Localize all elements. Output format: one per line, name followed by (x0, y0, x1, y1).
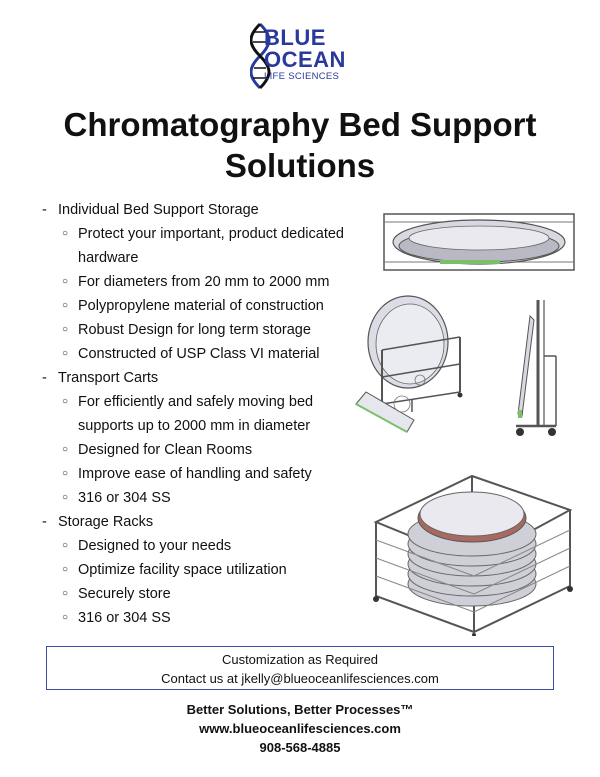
customization-text: Customization as Required (221, 652, 379, 667)
page-title (20, 104, 580, 186)
contact-box (46, 646, 554, 690)
title-line-2: Solutions (224, 147, 376, 184)
list-item: ○ For efficiently and safely moving bed supports up to 2000 mm in diameter (42, 390, 362, 438)
circle-bullet-icon: ○ (62, 468, 69, 479)
list-item: ○ 316 or 304 SS (42, 486, 362, 510)
phone-number: 908-568-4885 (259, 740, 341, 755)
section-label: Storage Racks (58, 514, 154, 530)
list-item: ○ Constructed of USP Class VI material (42, 342, 362, 366)
logo-line-ocean: OCEAN (264, 47, 346, 72)
section-bed-support-storage (42, 198, 362, 222)
section-transport-carts (42, 366, 362, 390)
footer (0, 700, 600, 757)
circle-bullet-icon: ○ (62, 276, 69, 287)
circle-bullet-icon: ○ (62, 324, 69, 335)
logo-line-blue: BLUE (264, 25, 326, 50)
list-item: ○ Improve ease of handling and safety (42, 462, 362, 486)
bed-support-storage-illustration (380, 208, 580, 276)
logo-line-life-sciences: LIFE SCIENCES (264, 71, 340, 82)
list-item: ○ Securely store (42, 582, 362, 606)
circle-bullet-icon: ○ (62, 588, 69, 599)
circle-bullet-icon: ○ (62, 348, 69, 359)
circle-bullet-icon: ○ (62, 540, 69, 551)
website-link[interactable]: www.blueoceanlifesciences.com (199, 721, 401, 736)
list-item: ○ 316 or 304 SS (42, 606, 362, 630)
list-item: ○ For diameters from 20 mm to 2000 mm (42, 270, 362, 294)
transport-cart-side-illustration (508, 296, 564, 442)
title-line-1: Chromatography Bed Support (63, 106, 537, 143)
section-label: Individual Bed Support Storage (58, 202, 259, 218)
feature-list (42, 198, 362, 630)
circle-bullet-icon: ○ (62, 396, 69, 407)
tagline: Better Solutions, Better Processes™ (186, 702, 414, 717)
section-label: Transport Carts (58, 370, 159, 386)
circle-bullet-icon: ○ (62, 300, 69, 311)
circle-bullet-icon: ○ (62, 228, 69, 239)
circle-bullet-icon: ○ (62, 564, 69, 575)
contact-email-text[interactable]: Contact us at jkelly@blueoceanlifesciences.com (161, 671, 439, 686)
dash-bullet: - (42, 202, 47, 218)
list-item: ○ Protect your important, product dedicated hardware (42, 222, 362, 270)
company-logo (264, 27, 346, 83)
dash-bullet: - (42, 514, 47, 530)
list-item: ○ Optimize facility space utilization (42, 558, 362, 582)
transport-cart-illustration (352, 292, 470, 442)
dash-bullet: - (42, 370, 47, 386)
storage-rack-illustration (364, 466, 582, 636)
list-item: ○ Designed to your needs (42, 534, 362, 558)
list-item: ○ Designed for Clean Rooms (42, 438, 362, 462)
circle-bullet-icon: ○ (62, 612, 69, 623)
list-item: ○ Polypropylene material of construction (42, 294, 362, 318)
list-item: ○ Robust Design for long term storage (42, 318, 362, 342)
circle-bullet-icon: ○ (62, 492, 69, 503)
section-storage-racks (42, 510, 362, 534)
circle-bullet-icon: ○ (62, 444, 69, 455)
